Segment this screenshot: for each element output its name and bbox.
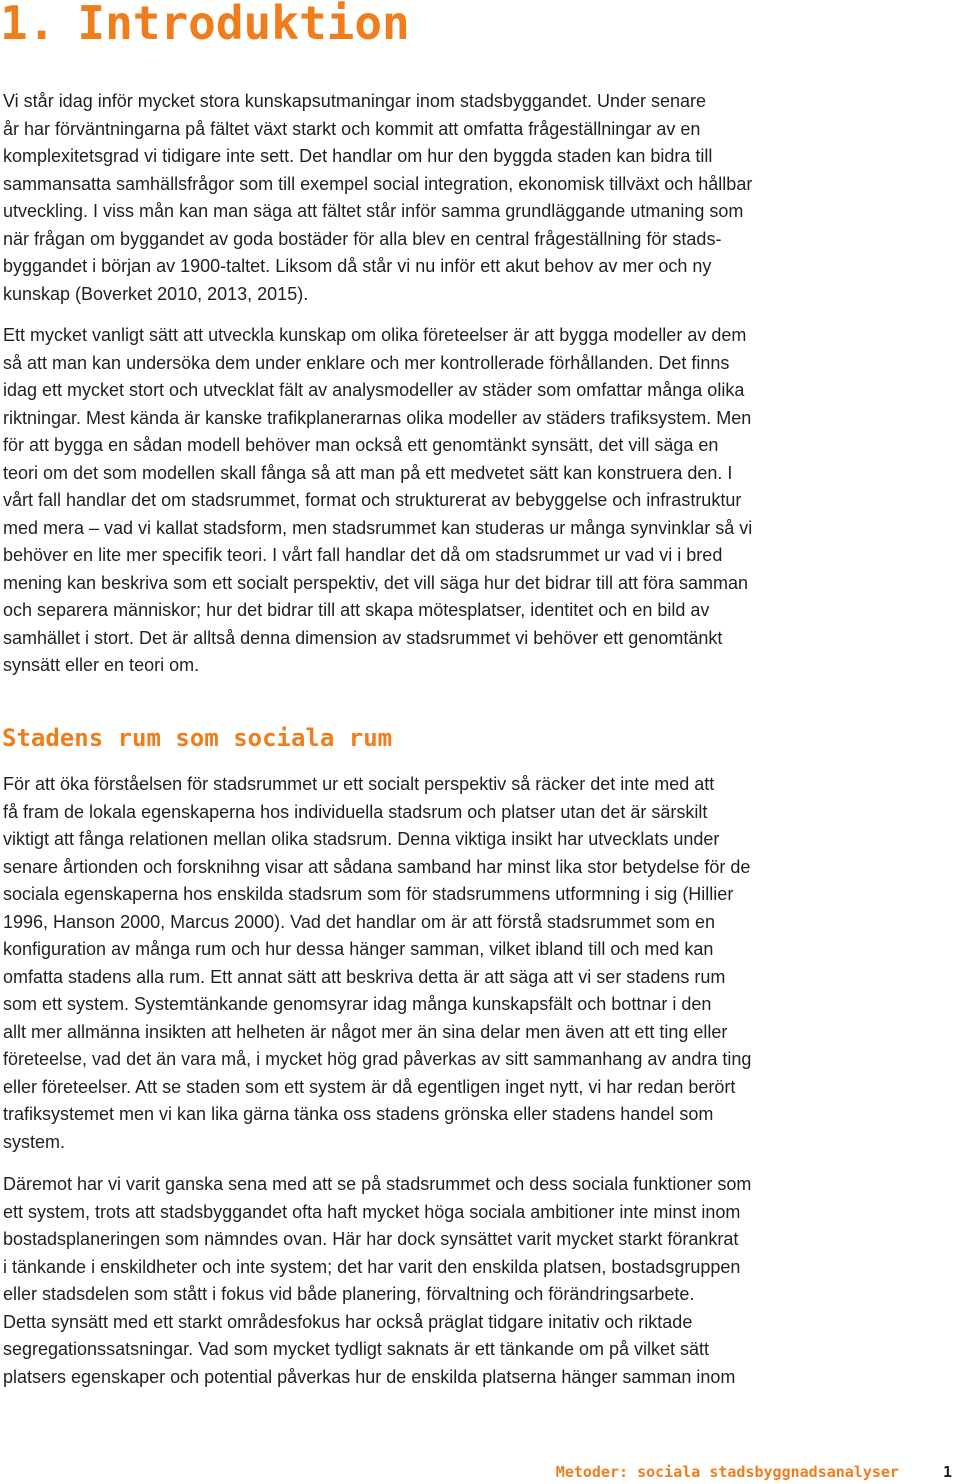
text-line: i tänkande i enskildheter och inte system; det har varit den enskilda platsen, bostadsgruppen — [3, 1256, 741, 1277]
chapter-title — [0, 0, 410, 54]
text-line: Vi står idag inför mycket stora kunskapsutmaningar inom stadsbyggandet. Under senare — [3, 91, 707, 111]
page-number: 1 — [942, 1463, 952, 1481]
text-line: Ett mycket vanligt sätt att utveckla kunskap om olika företeelser är att bygga modeller av dem — [3, 325, 747, 345]
text-line: byggandet i början av 1900-taltet. Liksom då står vi nu inför ett akut behov av mer och ny — [3, 256, 712, 276]
text-line: platsers egenskaper och potential påverkas hur de enskilda platserna hänger samman inom — [3, 1366, 736, 1387]
text-line: kunskap (Boverket 2010, 2013, 2015). — [3, 283, 309, 304]
text-line: samhället i stort. Det är alltså denna dimension av stadsrummet vi behöver ett genomtänkt — [3, 627, 723, 648]
paragraph-section-1 — [3, 771, 903, 1156]
text-line: riktningar. Mest kända är kanske trafikplanerarnas olika modeller av städers trafiksystem. Men — [3, 407, 752, 428]
text-line: som ett system. Systemtänkande genomsyrar idag många kunskapsfält och bottnar i den — [3, 994, 712, 1014]
text-line: synsätt eller en teori om. — [3, 655, 200, 675]
text-line: För att öka förståelsen för stadsrummet ur ett socialt perspektiv så räcker det inte med att — [3, 774, 715, 794]
text-line: bostadsplaneringen som nämndes ovan. Här har dock synsättet varit mycket starkt förankrat — [3, 1229, 739, 1249]
text-line: komplexitetsgrad vi tidigare inte sett. Det handlar om hur den byggda staden kan bidra till — [3, 146, 713, 166]
paragraph-intro-2 — [3, 322, 903, 680]
text-line: trafiksystemet men vi kan lika gärna tänka oss stadens grönska eller stadens handel som — [3, 1104, 714, 1124]
text-line: Däremot har vi varit ganska sena med att se på stadsrummet och dess sociala funktioner som — [3, 1174, 752, 1194]
text-line: system. — [3, 1131, 66, 1152]
paragraph-intro-1 — [3, 88, 903, 308]
text-line: Detta synsätt med ett starkt områdesfokus har också präglat tidgare initativ och riktade — [3, 1311, 693, 1332]
text-line: när frågan om byggandet av goda bostäder för alla blev en central frågeställning för stads- — [3, 228, 722, 249]
text-line: få fram de lokala egenskaperna hos individuella stadsrum och platser utan det är särskilt — [3, 801, 708, 822]
text-line: sociala egenskaperna hos enskilda stadsrum som för stadsrummens utformning i sig (Hillier — [3, 884, 734, 904]
text-line: år har förväntningarna på fältet växt starkt och kommit att omfatta frågeställningar av en — [3, 118, 701, 139]
text-line: ett system, trots att stadsbyggandet ofta haft mycket höga sociala ambitioner inte minst inom — [3, 1201, 741, 1222]
text-line: med mera – vad vi kallat stadsform, men stadsrummet kan studeras ur många synvinklar så vi — [3, 517, 753, 538]
chapter-title-text: Introduktion — [77, 0, 410, 50]
footer-title: Metoder: sociala stadsbyggnadsanalyser — [555, 1463, 899, 1481]
text-line: för att bygga en sådan modell behöver man också ett genomtänkt synsätt, det vill säga en — [3, 435, 719, 455]
page-footer — [556, 1460, 952, 1484]
text-line: segregationssatsningar. Vad som mycket tydligt saknats är ett tänkande om på vilket sätt — [3, 1339, 710, 1359]
text-line: eller stadsdelen som stått i fokus vid både planering, förvaltning och förändringsarbete. — [3, 1284, 695, 1304]
text-line: konfiguration av många rum och hur dessa hänger samman, vilket ibland till och med kan — [3, 939, 714, 959]
text-line: allt mer allmänna insikten att helheten är något mer än sina delar men även att ett ting eller — [3, 1021, 728, 1042]
text-line: senare årtionden och forsknihng visar att sådana samband har minst lika stor betydelse för de — [3, 856, 751, 877]
text-line: mening kan beskriva som ett socialt perspektiv, det vill säga hur det bidrar till att föra samman — [3, 572, 748, 593]
text-line: viktigt att fånga relationen mellan olika stadsrum. Denna viktiga insikt har utvecklats under — [3, 829, 720, 849]
section-heading: Stadens rum som sociala rum — [2, 724, 393, 752]
paragraph-section-2 — [3, 1171, 903, 1391]
text-line: sammansatta samhällsfrågor som till exempel social integration, ekonomisk tillväxt och hållbar — [3, 173, 753, 194]
text-line: företeelse, vad det än vara må, i mycket hög grad påverkas av sitt sammanhang av andra ting — [3, 1049, 752, 1069]
text-line: 1996, Hanson 2000, Marcus 2000). Vad det handlar om är att förstå stadsrummet som en — [3, 911, 716, 932]
text-line: så att man kan undersöka dem under enklare och mer kontrollerade förhållanden. Det finns — [3, 352, 730, 373]
text-line: omfatta stadens alla rum. Ett annat sätt att beskriva detta är att säga att vi ser stadens rum — [3, 966, 726, 987]
text-line: teori om det som modellen skall fånga så att man på ett medvetet sätt kan konstruera den. I — [3, 462, 733, 483]
text-line: utveckling. I viss mån kan man säga att fältet står inför samma grundläggande utmaning som — [3, 201, 744, 221]
chapter-number: 1. — [0, 0, 56, 50]
text-line: och separera människor; hur det bidrar till att skapa mötesplatser, identitet och en bild av — [3, 600, 710, 620]
text-line: idag ett mycket stort och utvecklat fält av analysmodeller av städer som omfattar många olika — [3, 380, 745, 400]
text-line: vårt fall handlar det om stadsrummet, format och strukturerat av bebyggelse och infrastruktur — [3, 490, 742, 510]
text-line: eller företeelser. Att se staden som ett system är då egentligen inget nytt, vi har redan berört — [3, 1076, 736, 1097]
text-line: behöver en lite mer specifik teori. I vårt fall handlar det då om stadsrummet ur vad vi i bred — [3, 545, 723, 565]
